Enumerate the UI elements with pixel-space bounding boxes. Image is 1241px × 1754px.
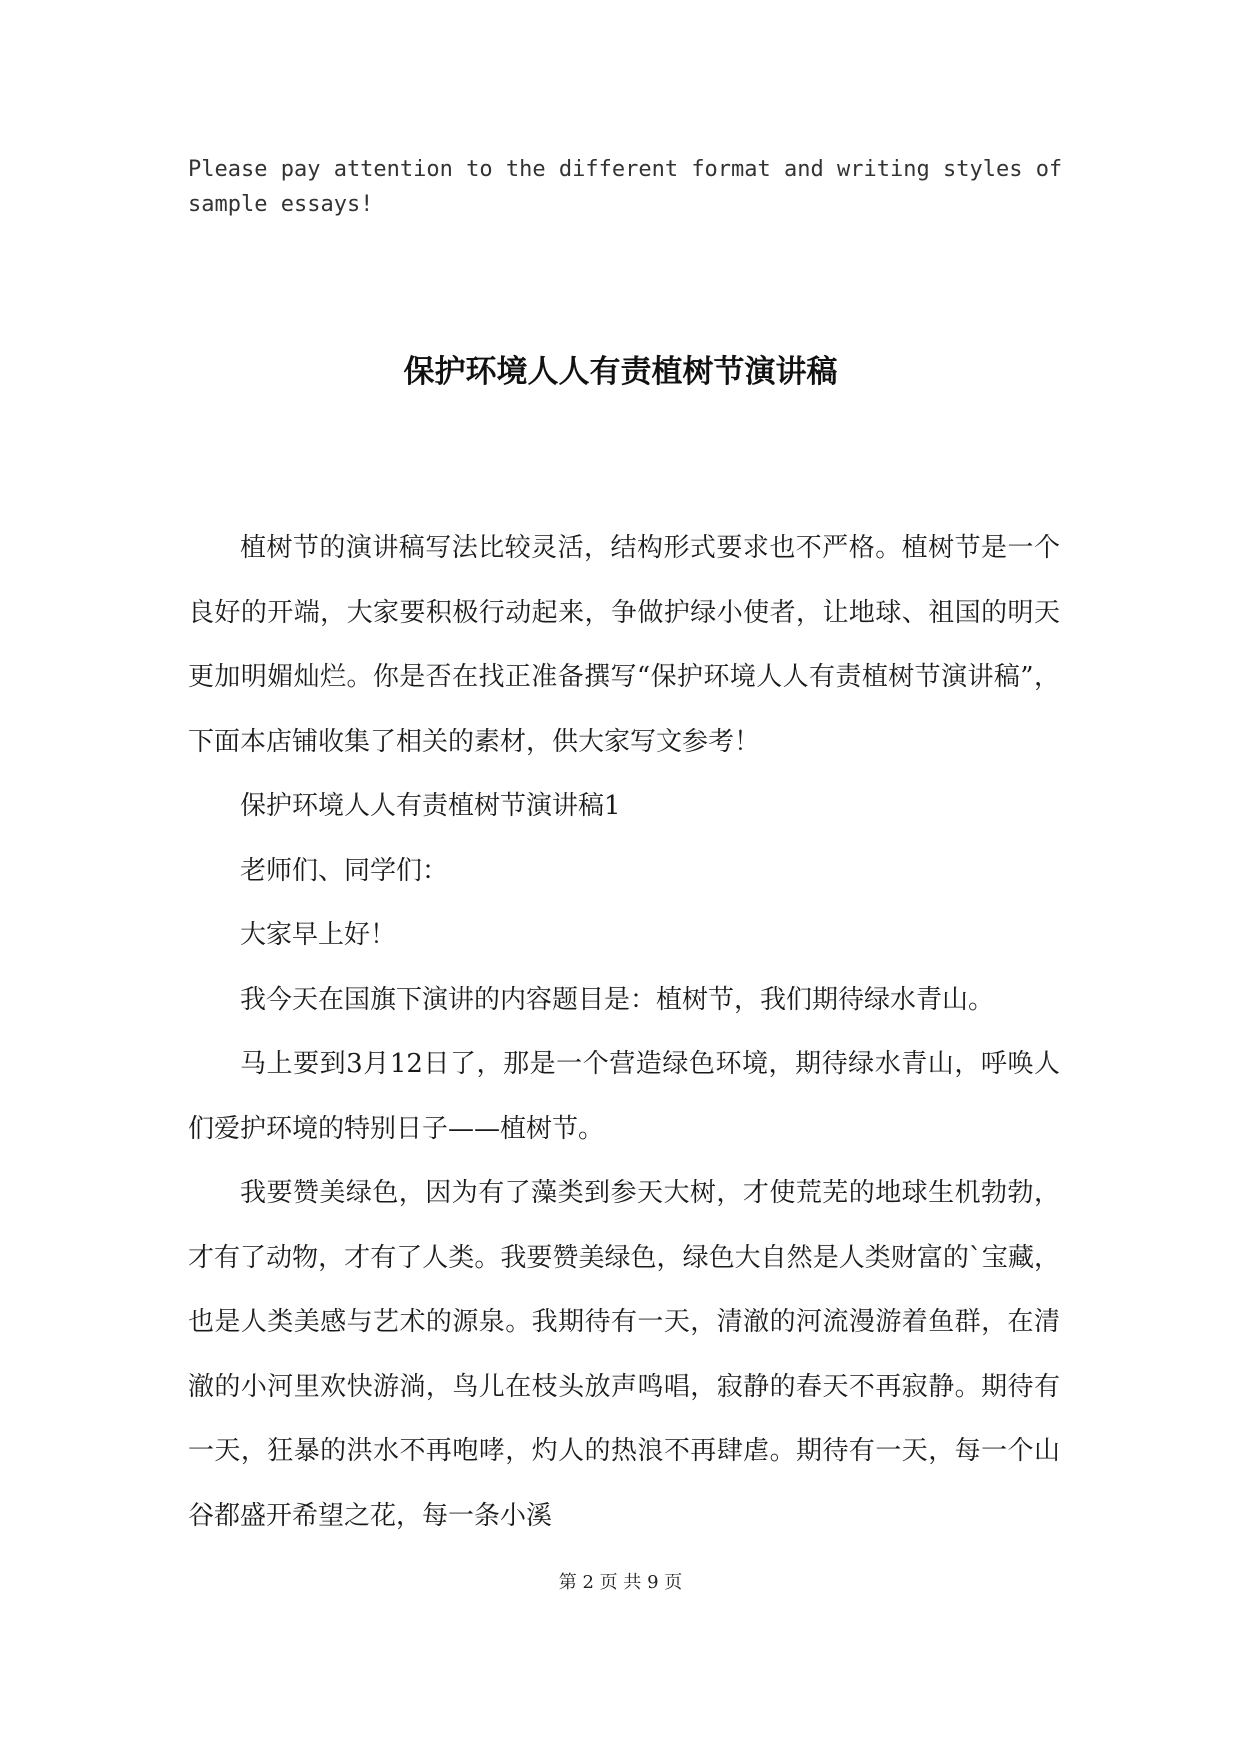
document-body (188, 516, 1060, 1548)
arbor-day-paragraph: 马上要到3月12日了，那是一个营造绿色环境，期待绿水青山，呼唤人们爱护环境的特别日子——植树节。 (188, 1049, 1060, 1144)
page-number: 第 2 页 共 9 页 (558, 1572, 683, 1593)
topic-paragraph: 我今天在国旗下演讲的内容题目是：植树节，我们期待绿水青山。 (240, 984, 995, 1015)
speech-heading: 保护环境人人有责植树节演讲稿1 (240, 791, 621, 821)
praise-green-paragraph: 我要赞美绿色，因为有了藻类到参天大树，才使荒芜的地球生机勃勃，才有了动物，才有了人类。我要赞美绿色，绿色大自然是人类财富的`宝藏，也是人类美感与艺术的源泉。我期待有一天，清澈的河流漫游着鱼群，在清澈的小河里欢快游淌，鸟儿在枝头放声鸣唱，寂静的春天不再寂静。期待有一天，狂暴的洪水不再咆哮，灼人的热浪不再肆虐。期待有一天，每一个山谷都盛开希望之花，每一条小溪 (188, 1178, 1060, 1531)
greeting: 大家早上好！ (240, 920, 397, 950)
format-notice: Please pay attention to the different format and writing styles of sample essays! (188, 157, 1063, 217)
document-title: 保护环境人人有责植树节演讲稿 (403, 354, 838, 390)
intro-paragraph: 植树节的演讲稿写法比较灵活，结构形式要求也不严格。植树节是一个良好的开端，大家要积极行动起来，争做护绿小使者，让地球、祖国的明天更加明媚灿烂。你是否在找正准备撰写“保护环境人人有责植树节演讲稿”，下面本店铺收集了相关的素材，供大家写文参考！ (188, 533, 1060, 757)
salutation: 老师们、同学们： (240, 855, 449, 886)
